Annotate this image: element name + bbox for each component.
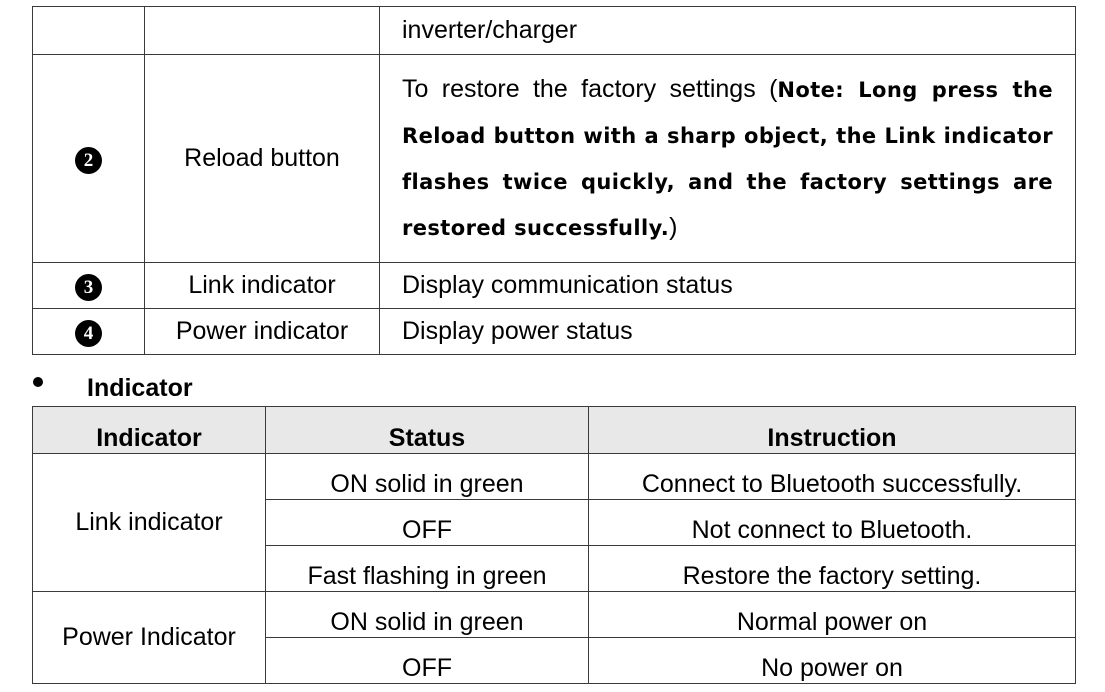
status-cell: ON solid in green bbox=[266, 454, 589, 500]
table-row bbox=[33, 7, 1076, 55]
column-header-status: Status bbox=[266, 407, 589, 454]
number-3-badge: 3 bbox=[75, 274, 102, 301]
status-cell: OFF bbox=[266, 500, 589, 546]
row-number-cell bbox=[33, 263, 145, 309]
table-row bbox=[33, 454, 1076, 500]
component-description: Display power status bbox=[380, 309, 1076, 355]
component-description: Display communication status bbox=[380, 263, 1076, 309]
status-cell: ON solid in green bbox=[266, 592, 589, 638]
indicator-name-cell: Link indicator bbox=[33, 454, 266, 592]
bullet-icon bbox=[33, 377, 43, 387]
table-row bbox=[33, 263, 1076, 309]
description-text: To restore the factory settings ( bbox=[402, 74, 778, 103]
table-row bbox=[33, 309, 1076, 355]
row-number-cell bbox=[33, 7, 145, 55]
status-cell: OFF bbox=[266, 638, 589, 684]
column-header-indicator: Indicator bbox=[33, 407, 266, 454]
description-suffix: ) bbox=[669, 212, 678, 241]
indicator-section-heading bbox=[32, 370, 193, 406]
component-name-cell bbox=[145, 7, 380, 55]
section-title: Indicator bbox=[87, 373, 193, 402]
component-name-cell: Link indicator bbox=[145, 263, 380, 309]
indicator-name-cell: Power Indicator bbox=[33, 592, 266, 684]
instruction-cell: Not connect to Bluetooth. bbox=[589, 500, 1076, 546]
note-text: Note: Long press the Reload button with a sharp object, the Link indicator flashes twice quickly, and the factory settings are restored successfully. bbox=[402, 77, 1053, 240]
table-row bbox=[33, 592, 1076, 638]
component-description: inverter/charger bbox=[380, 7, 1076, 55]
column-header-instruction: Instruction bbox=[589, 407, 1076, 454]
status-cell: Fast flashing in green bbox=[266, 546, 589, 592]
instruction-cell: Connect to Bluetooth successfully. bbox=[589, 454, 1076, 500]
component-name-cell: Reload button bbox=[145, 55, 380, 263]
component-description bbox=[380, 55, 1076, 263]
instruction-cell: Restore the factory setting. bbox=[589, 546, 1076, 592]
row-number-cell bbox=[33, 55, 145, 263]
row-number-cell bbox=[33, 309, 145, 355]
components-table bbox=[32, 6, 1076, 355]
component-name-cell: Power indicator bbox=[145, 309, 380, 355]
number-2-badge: 2 bbox=[75, 147, 102, 174]
table-header-row bbox=[33, 407, 1076, 454]
instruction-cell: No power on bbox=[589, 638, 1076, 684]
number-4-badge: 4 bbox=[75, 320, 102, 347]
table-row bbox=[33, 55, 1076, 263]
indicator-table bbox=[32, 406, 1076, 684]
instruction-cell: Normal power on bbox=[589, 592, 1076, 638]
